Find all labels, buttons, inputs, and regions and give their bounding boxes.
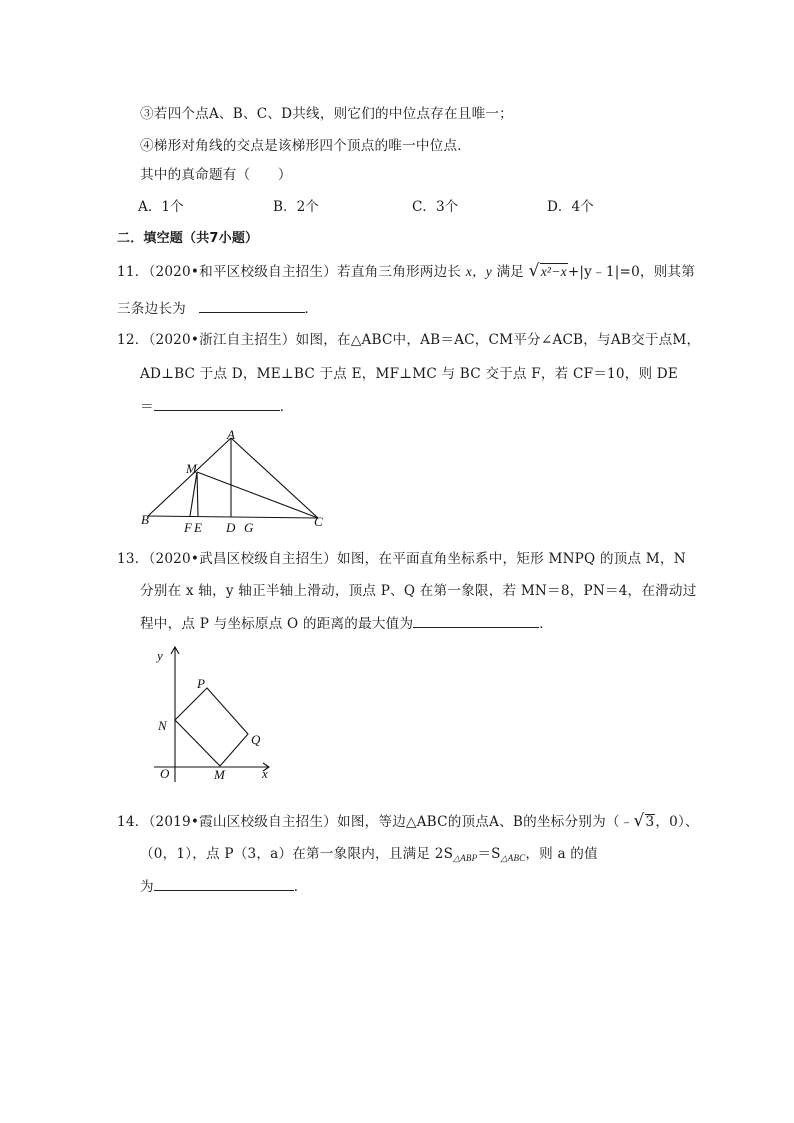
bisector-cm [197,472,318,518]
q11-tail: +|y﹣1|=0，则其第 [567,264,696,280]
label-x: x [262,766,268,781]
q13-end: ． [539,616,554,632]
q12-answer-blank[interactable] [154,396,280,411]
q14-line2-mid: ＝S [477,846,501,862]
q14-line3-text: 为 [140,879,154,895]
q14-line1-b: ，0）、 [655,814,699,830]
option-d[interactable]: D．4个 [547,199,594,215]
q11-line2-text: 三条边长为 [117,301,186,317]
side-bc [148,516,318,518]
triangle-figure [138,428,338,538]
q12-line2: AD⊥BC 于点 D，ME⊥BC 于点 E，MF⊥MC 与 BC 交于点 F，若 CF＝10，则 DE [140,366,679,382]
q13-line2: 分别在 x 轴，y 轴正半轴上滑动，顶点 P、Q 在第一象限，若 MN＝8，PN＝4，在滑动过 [140,583,697,599]
q13-answer-blank[interactable] [413,613,539,628]
statement-3: ③若四个点A、B、C、D共线，则它们的中位点存在且唯一； [140,106,513,122]
coordinate-figure [150,642,280,782]
rectangle-mnpq [175,688,248,766]
sqrt-symbol: √ [633,811,645,831]
q13-line1: 13．（2020•武昌区校级自主招生）如图，在平面直角坐标系中，矩形 MNPQ 的顶点 M，N [117,551,686,567]
q11-end: ． [304,301,319,317]
label-d: D [226,520,236,535]
q12-end: ． [279,399,294,415]
label-b: B [141,512,149,527]
q14-sub-abc: △ABC [500,853,526,863]
question-prompt: 其中的真命题有（ ） [140,167,292,183]
label-y: y [157,648,163,663]
q14-end: ． [293,879,308,895]
q11-line1 [117,261,695,282]
label-f: F [184,520,192,535]
statement-4: ④梯形对角线的交点是该梯形四个顶点的唯一中位点． [140,138,472,154]
option-a[interactable]: A．1个 [138,199,184,215]
label-o: O [160,766,170,781]
q11-answer-blank[interactable] [199,298,305,313]
side-ab [148,438,231,516]
segment-me [197,472,198,516]
q12-line1: 12．（2020•浙江自主招生）如图，在△ABC中，AB＝AC，CM平分∠ACB，与AB交于点M， [117,332,701,348]
q11-mid: 满足 [496,264,525,280]
option-b[interactable]: B．2个 [273,199,319,215]
side-ac [231,438,318,518]
label-q: Q [251,732,261,747]
segment-mf [190,472,197,516]
sqrt-symbol: √ [528,261,540,281]
label-m: M [186,461,197,476]
q14-line1 [117,811,699,832]
label-g: G [244,520,254,535]
label-a: A [227,428,235,442]
q14-line3 [140,876,308,897]
q11-lead: 11．（2020•和平区校级自主招生）若直角三角形两边长 [117,264,462,280]
label-p: P [197,676,205,691]
label-e: E [194,520,202,535]
q13-line3-text: 程中，点 P 与坐标原点 O 的距离的最大值为 [140,616,414,632]
q14-line2-b: ，则 a 的值 [525,846,598,862]
q11-line2 [117,298,318,319]
q13-line3 [140,613,553,634]
q12-line3 [140,396,294,417]
q14-line2 [140,844,598,868]
label-m-fig13: M [214,767,225,782]
label-c: C [314,514,323,529]
q14-answer-blank[interactable] [154,876,294,891]
label-n: N [158,718,167,733]
q14-line2-a: （0，1），点 P（3，a）在第一象限内，且满足 2S [140,846,454,862]
option-c[interactable]: C．3个 [412,199,459,215]
q11-radicand: x²−x [540,264,567,279]
section-heading: 二．填空题（共7小题） [117,231,259,246]
q14-line1-a: 14．（2019•霞山区校级自主招生）如图，等边△ABC的顶点A、B的坐标分别为（﹣ [117,814,634,830]
q12-line3-text: ＝ [140,399,154,415]
q11-vars: x，y [465,264,492,279]
q14-sub-abp: △ABP [453,853,478,863]
q14-radicand: 3 [645,814,655,830]
